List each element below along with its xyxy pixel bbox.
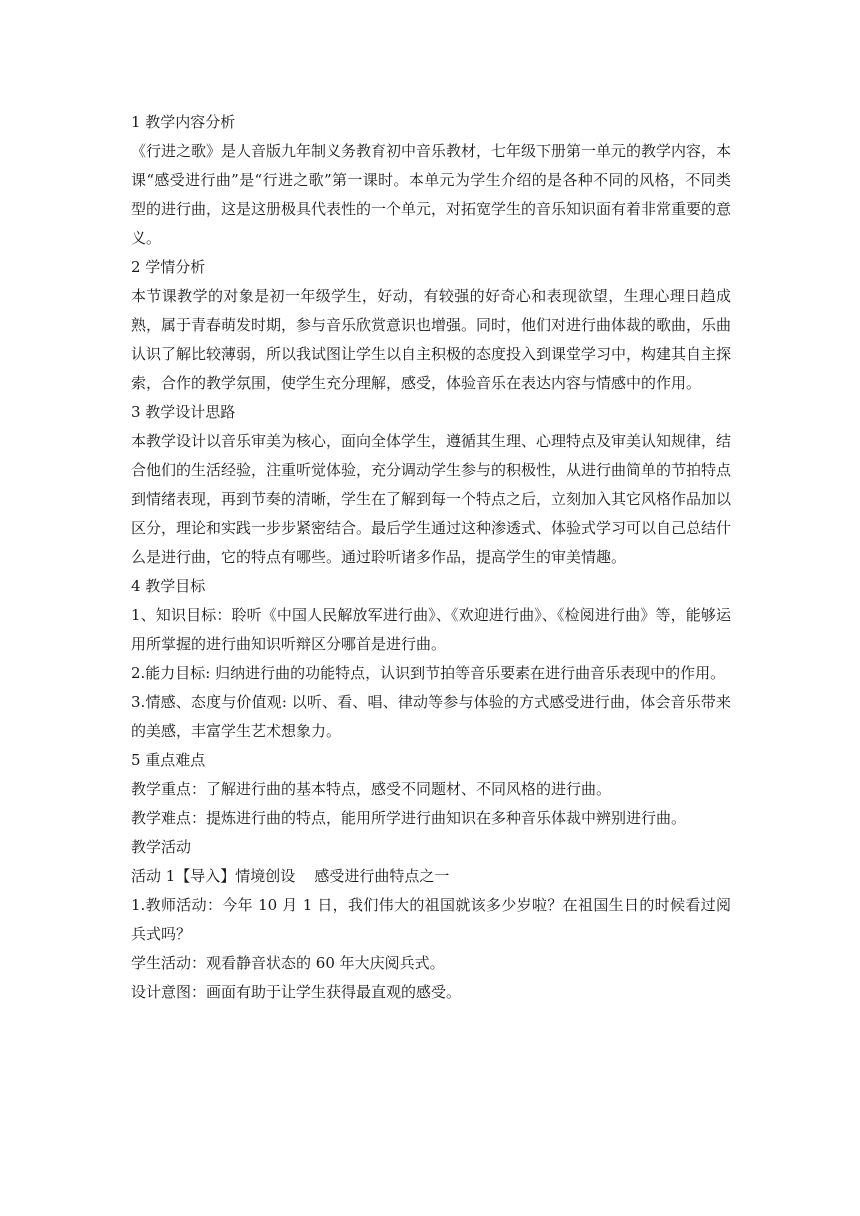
- paragraph-design-intent: 设计意图：画面有助于让学生获得最直观的感受。: [131, 983, 462, 1001]
- paragraph-ability-objective: 2.能力目标: 归纳进行曲的功能特点，认识到节拍等音乐要素在进行曲音乐表现中的作用。: [131, 664, 726, 682]
- section-heading-key-points: 5 重点难点: [131, 751, 206, 769]
- section-heading-content-analysis: 1 教学内容分析: [131, 113, 236, 131]
- paragraph-content-analysis: 《行进之歌》是人音版九年制义务教育初中音乐教材，七年级下册第一单元的教学内容，本课“感受进行曲”是“行进之歌”第一课时。本单元为学生介绍的是各种不同的风格，不同类型的进行曲，这是这册极具代表性的一个单元，对拓宽学生的音乐知识面有着非常重要的意义。: [131, 142, 732, 247]
- section-heading-student-analysis: 2 学情分析: [131, 258, 206, 276]
- section-heading-objectives: 4 教学目标: [131, 577, 206, 595]
- paragraph-student-activity: 学生活动：观看静音状态的 60 年大庆阅兵式。: [131, 954, 445, 972]
- paragraph-key-point: 教学重点：了解进行曲的基本特点，感受不同题材、不同风格的进行曲。: [131, 780, 612, 798]
- paragraph-student-analysis: 本节课教学的对象是初一年级学生，好动，有较强的好奇心和表现欲望，生理心理日趋成熟，属于青春萌发时期，参与音乐欣赏意识也增强。同时，他们对进行曲体裁的歌曲，乐曲认识了解比较薄弱，所以我试图让学生以自主积极的态度投入到课堂学习中，构建其自主探索，合作的教学氛围，使学生充分理解，感受，体验音乐在表达内容与情感中的作用。: [131, 287, 732, 392]
- paragraph-knowledge-objective: 1、知识目标：聆听《中国人民解放军进行曲》、《欢迎进行曲》、《检阅进行曲》等，能够运用所掌握的进行曲知识听辩区分哪首是进行曲。: [131, 606, 731, 653]
- section-heading-design-approach: 3 教学设计思路: [131, 403, 236, 421]
- activity-1-heading: 活动 1【导入】情境创设 感受进行曲特点之一: [131, 867, 450, 885]
- section-heading-activities: 教学活动: [131, 838, 192, 856]
- paragraph-difficult-point: 教学难点：提炼进行曲的特点，能用所学进行曲知识在多种音乐体裁中辨别进行曲。: [131, 809, 687, 827]
- document-page: [131, 108, 731, 1007]
- paragraph-teacher-activity: 1.教师活动：今年 10 月 1 日，我们伟大的祖国就该多少岁啦？在祖国生日的时候看过阅兵式吗？: [131, 896, 731, 943]
- paragraph-emotion-objective: 3.情感、态度与价值观: 以听、看、唱、律动等参与体验的方式感受进行曲，体会音乐带来的美感，丰富学生艺术想象力。: [131, 693, 731, 740]
- paragraph-design-approach: 本教学设计以音乐审美为核心，面向全体学生，遵循其生理、心理特点及审美认知规律，结合他们的生活经验，注重听觉体验，充分调动学生参与的积极性，从进行曲简单的节拍特点到情绪表现，再到节奏的清晰，学生在了解到每一个特点之后，立刻加入其它风格作品加以区分，理论和实践一步步紧密结合。最后学生通过这种渗透式、体验式学习可以自己总结什么是进行曲，它的特点有哪些。通过聆听诸多作品，提高学生的审美情趣。: [131, 432, 732, 566]
